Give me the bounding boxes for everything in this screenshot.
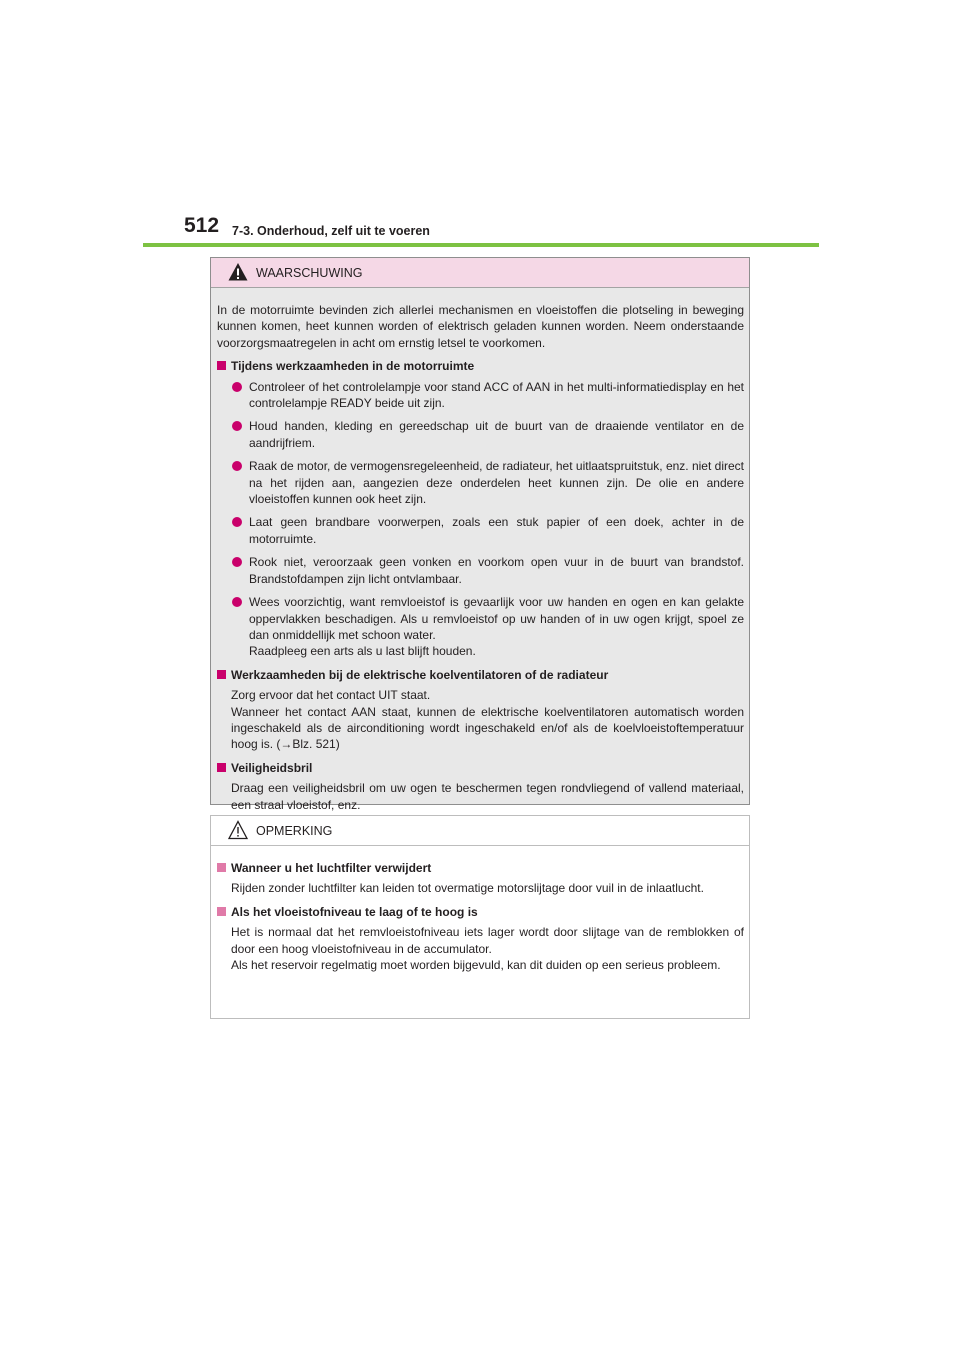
list-item: Wees voorzichtig, want remvloeistof is gevaarlijk voor uw handen en ogen en kan gelakte oppervlakken beschadigen. Als u remvloeistof op uw handen of in uw ogen krijgt, spoel ze dan onmiddellijk met schoon water. Raadpleeg een arts als u last blijft houden. xyxy=(217,594,744,660)
warning-heading-glasses: Veiligheidsbril xyxy=(217,760,744,776)
list-item: Controleer of het controlelampje voor stand ACC of AAN in het multi-informatiedisplay en het controlelampje READY beide uit zijn. xyxy=(217,379,744,412)
round-bullet-icon xyxy=(232,557,242,567)
warning-header xyxy=(211,258,749,288)
square-bullet-icon xyxy=(217,863,226,872)
round-bullet-icon xyxy=(232,421,242,431)
square-bullet-icon xyxy=(217,763,226,772)
warning-content xyxy=(217,302,744,820)
note-title: OPMERKING xyxy=(256,824,333,838)
round-bullet-icon xyxy=(232,517,242,527)
warning-fans-text: Zorg ervoor dat het contact UIT staat. Wanneer het contact AAN staat, kunnen de elektrische koelventilatoren automatisch worden ingeschakeld als de airconditioning wordt ingeschakeld en/of als de koelvloeistoftemperatuur hoog is. (→Blz. 521) xyxy=(231,688,744,752)
warning-box xyxy=(210,257,750,812)
page-number: 512 xyxy=(184,214,220,237)
warning-heading-engine: Tijdens werkzaamheden in de motorruimte xyxy=(217,358,744,374)
round-bullet-icon xyxy=(232,461,242,471)
square-bullet-icon xyxy=(217,670,226,679)
warning-intro: In de motorruimte bevinden zich allerlei mechanismen en vloeistoffen die plotseling in beweging kunnen komen, heet kunnen worden of elektrisch geladen kunnen worden. Neem onderstaande voorzorgsmaatregelen in acht om ernstig letsel te voorkomen. xyxy=(217,303,744,350)
note-content xyxy=(217,860,744,980)
note-header xyxy=(211,816,749,846)
note-airfilter-text: Rijden zonder luchtfilter kan leiden tot overmatige motorslijtage door vuil in de inlaatlucht. xyxy=(231,881,704,896)
note-fluid-level-text: Het is normaal dat het remvloeistofniveau iets lager wordt door slijtage van de remblokken of door een hoog vloeistofniveau in de accumulator. Als het reservoir regelmatig moet worden bijgevuld, kan dit duiden op een serieus probleem. xyxy=(231,925,744,973)
list-item: Laat geen brandbare voorwerpen, zoals een stuk papier of een doek, achter in de motorruimte. xyxy=(217,514,744,547)
warning-glasses-text: Draag een veiligheidsbril om uw ogen te beschermen tegen rondvliegend of vallend materiaal, een straal vloeistof, enz. xyxy=(231,781,744,812)
note-heading-fluid-level: Als het vloeistofniveau te laag of te hoog is xyxy=(217,904,744,920)
square-bullet-icon xyxy=(217,361,226,370)
list-item: Houd handen, kleding en gereedschap uit de buurt van de draaiende ventilator en de aandrijfriem. xyxy=(217,418,744,451)
round-bullet-icon xyxy=(232,382,242,392)
list-item: Raak de motor, de vermogensregeleenheid, de radiateur, het uitlaatspruitstuk, enz. niet direct na het rijden aan, aangezien deze onderdelen heet kunnen zijn. De olie en andere vloeistoffen kunnen ook heet zijn. xyxy=(217,458,744,507)
warning-heading-fans: Werkzaamheden bij de elektrische koelventilatoren of de radiateur xyxy=(217,667,744,683)
header-rule xyxy=(143,243,819,247)
round-bullet-icon xyxy=(232,597,242,607)
square-bullet-icon xyxy=(217,907,226,916)
section-title: 7-3. Onderhoud, zelf uit te voeren xyxy=(232,224,430,238)
warning-triangle-icon xyxy=(228,262,248,282)
warning-title: WAARSCHUWING xyxy=(256,266,363,280)
caution-triangle-icon xyxy=(228,820,248,840)
list-item: Rook niet, veroorzaak geen vonken en voorkom open vuur in de buurt van brandstof. Brandstofdampen zijn licht ontvlambaar. xyxy=(217,554,744,587)
note-box xyxy=(210,815,750,1019)
note-heading-airfilter: Wanneer u het luchtfilter verwijdert xyxy=(217,860,744,876)
